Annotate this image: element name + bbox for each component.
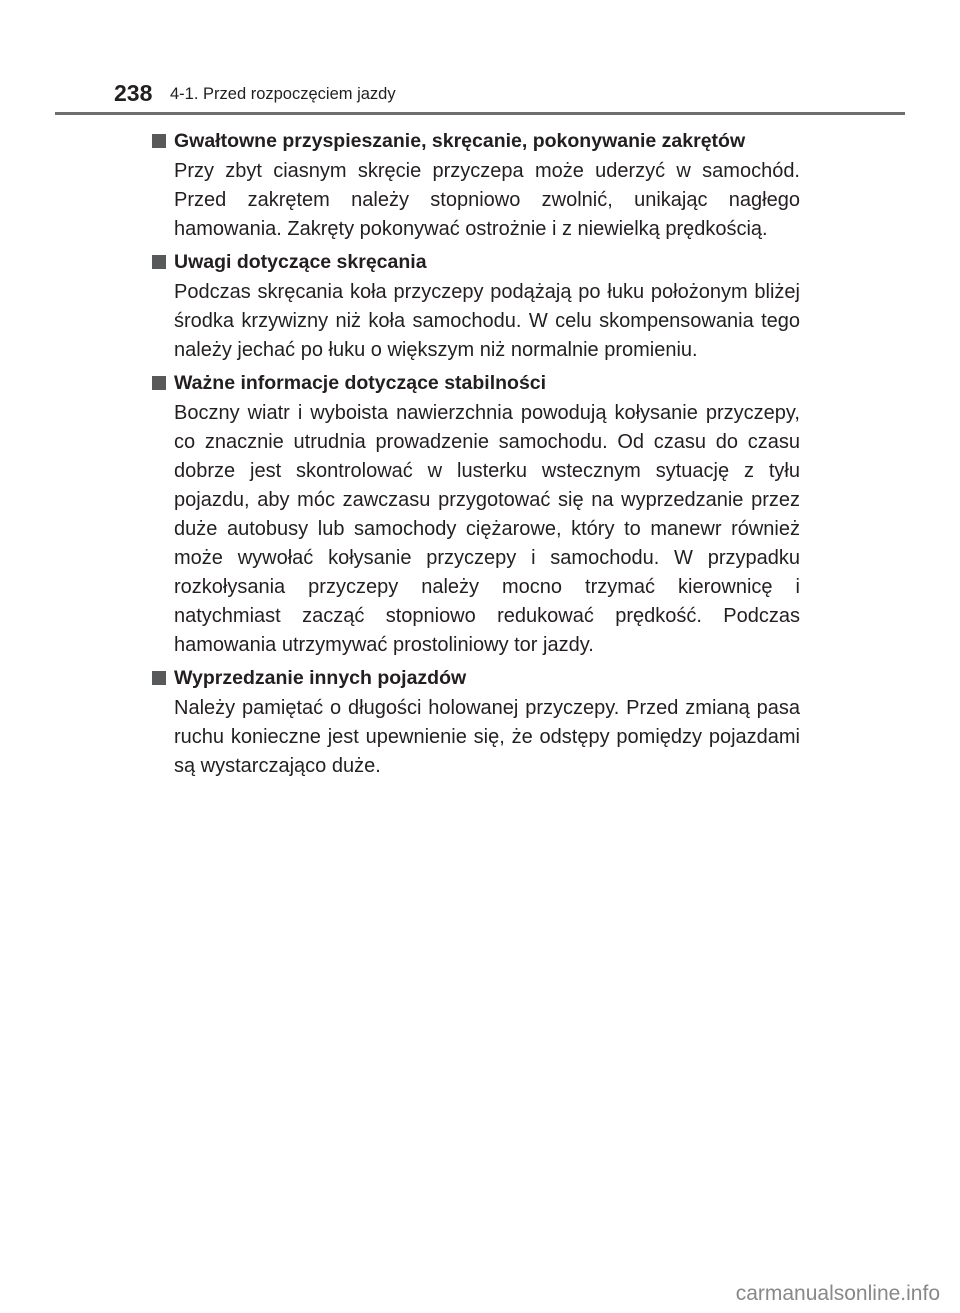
section-body: Boczny wiatr i wyboista nawierzchnia powodują kołysanie przyczepy, co znacznie utrudnia prowadzenie samochodu. Od czasu do czasu dobrze jest skontrolować w lusterku wstecznym sytuację z tyłu pojazdu, aby móc zawczasu przygotować się na wyprzedzanie przez duże autobusy lub samochody ciężarowe, który to manewr również może wywołać kołysanie przyczepy i samochodu. W przypadku rozkołysania przyczepy należy mocno trzymać kierownicę i natychmiast zacząć stopniowo redukować prędkość. Podczas hamowania utrzymywać prostoliniowy tor jazdy.	[174, 402, 800, 656]
section	[152, 127, 800, 244]
heading-text: Ważne informacje dotyczące stabilności	[174, 372, 547, 394]
page-number: 238	[114, 80, 153, 106]
heading-text: Uwagi dotyczące skręcania	[174, 251, 427, 273]
section-heading	[152, 369, 800, 397]
square-bullet-icon	[152, 255, 166, 269]
square-bullet-icon	[152, 134, 166, 148]
heading-text: Gwałtowne przyspieszanie, skręcanie, pokonywanie zakrętów	[174, 130, 746, 152]
section-body: Podczas skręcania koła przyczepy podążają po łuku położonym bliżej środka krzywizny niż koła samochodu. W celu skompensowania tego należy jechać po łuku o większym niż normalnie promieniu.	[174, 281, 800, 361]
page-content	[152, 127, 800, 785]
section-body: Należy pamiętać o długości holowanej przyczepy. Przed zmianą pasa ruchu konieczne jest upewnienie się, że odstępy pomiędzy pojazdami są wystarczająco duże.	[174, 697, 800, 777]
section-heading	[152, 248, 800, 276]
square-bullet-icon	[152, 376, 166, 390]
watermark: carmanualsonline.info	[735, 1282, 940, 1305]
section-heading	[152, 127, 800, 155]
chapter-title: 4-1. Przed rozpoczęciem jazdy	[170, 85, 396, 103]
section	[152, 369, 800, 660]
header-rule	[55, 112, 905, 115]
heading-text: Wyprzedzanie innych pojazdów	[174, 667, 467, 689]
section-heading	[152, 664, 800, 692]
section	[152, 248, 800, 365]
square-bullet-icon	[152, 671, 166, 685]
section	[152, 664, 800, 781]
section-body: Przy zbyt ciasnym skręcie przyczepa może uderzyć w samochód. Przed zakrętem należy stopniowo zwolnić, unikając nagłego hamowania. Zakręty pokonywać ostrożnie i z niewielką prędkością.	[174, 160, 800, 240]
